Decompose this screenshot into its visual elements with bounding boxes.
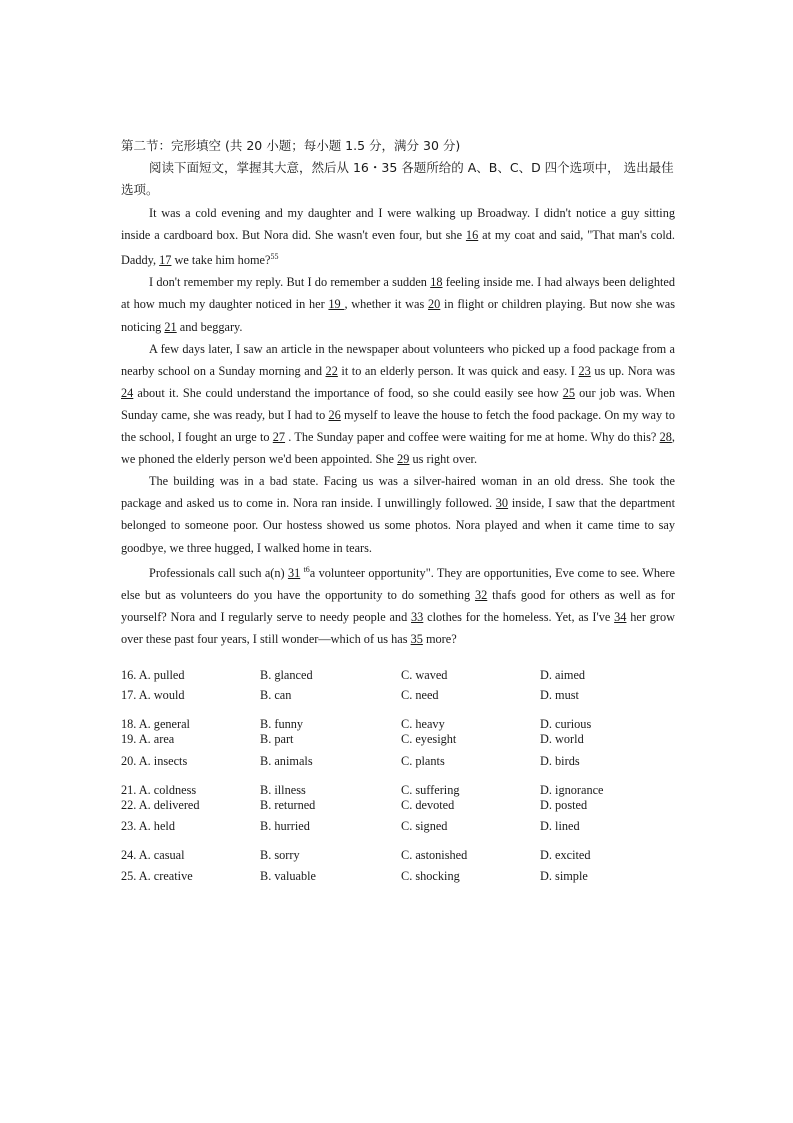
option-b: B. returned [260, 798, 316, 812]
option-c: C. signed [401, 819, 448, 833]
option-a: 17. A. would [121, 688, 185, 702]
option-b: B. glanced [260, 668, 313, 682]
option-a: 20. A. insects [121, 754, 188, 768]
paragraph-3 [121, 338, 675, 471]
passage-text: I don't remember my reply. But I do remember a sudden [149, 275, 431, 290]
option-row-17 [121, 688, 681, 704]
option-b: B. illness [260, 783, 306, 797]
superscript-mark: 55 [270, 252, 279, 262]
option-a: 18. A. general [121, 717, 190, 731]
option-c: C. devoted [401, 798, 455, 812]
blank-26: 26 [328, 407, 341, 422]
option-row-20 [121, 754, 681, 770]
blank-27: 27 [272, 430, 286, 445]
option-row-22 [121, 798, 681, 814]
option-d: D. birds [540, 754, 580, 768]
blank-25: 25 [562, 385, 576, 400]
option-a: 16. A. pulled [121, 668, 185, 682]
superscript-mark: t6 [303, 564, 310, 574]
option-c: C. heavy [401, 717, 445, 731]
option-c: C. need [401, 688, 439, 702]
section-heading: 第二节：完形填空 (共 20 小题；每小题 1.5 分，满分 30 分) [121, 138, 461, 153]
blank-31: 31 [287, 565, 301, 580]
passage-text: Professionals call such a(n) [149, 565, 288, 580]
blank-28: 28 [659, 430, 672, 445]
passage-text: The building was in a bad state. Facing us was a silver-haired woman in an old dress. She took the package and asked us to come in. Nora ran inside. I unwillingly followed. [121, 474, 675, 511]
passage-text: about it. She could understand the importance of food, so she could easily see how [133, 385, 563, 400]
passage-text: , we phoned the elderly person we'd been appointed. She [121, 430, 675, 467]
option-c: C. waved [401, 668, 448, 682]
blank-34: 34 [614, 609, 627, 624]
blank-17: 17 [159, 253, 172, 268]
paragraph-2 [121, 271, 675, 337]
blank-16: 16 [465, 228, 479, 243]
passage-text: a volunteer opportunity". They are opportunities, Eve come to see. Where else but as volunteers do you have the opportunity to do something [121, 565, 675, 602]
passage-text: her grow over these past four years, I still wonder—which of us has [121, 609, 675, 646]
option-c: C. suffering [401, 783, 460, 797]
option-c: C. shocking [401, 869, 460, 883]
passage-text: at my coat and said, "That man's cold. Daddy, [121, 228, 675, 268]
option-c: C. astonished [401, 848, 468, 862]
paragraph-1 [121, 202, 675, 271]
instruction-text: 阅读下面短文，掌握其大意，然后从 16・35 各题所给的 A、B、C、D 四个选项中， 选出最佳选项。 [121, 160, 674, 197]
option-row-19 [121, 732, 681, 748]
blank-24: 24 [121, 385, 134, 400]
blank-18: 18 [430, 275, 443, 290]
passage-text: It was a cold evening and my daughter and I were walking up Broadway. I didn't notice a guy sitting inside a cardboard box. But Nora did. She wasn't even four, but she [121, 206, 675, 243]
option-d: D. world [540, 732, 584, 746]
option-row-25 [121, 869, 681, 885]
option-row-16 [121, 668, 681, 684]
option-b: B. part [260, 732, 294, 746]
option-d: D. simple [540, 869, 588, 883]
blank-19: 19 [328, 297, 345, 312]
passage-text: in flight or children playing. But now she was noticing [121, 297, 676, 334]
option-a: 22. A. delivered [121, 798, 200, 812]
passage-text: feeling inside me. I had always been delighted at how much my daughter noticed in her [121, 275, 675, 312]
option-d: D. ignorance [540, 783, 604, 797]
passage-text: and beggary. [176, 319, 243, 334]
option-d: D. posted [540, 798, 588, 812]
blank-21: 21 [164, 319, 177, 334]
option-a: 19. A. area [121, 732, 175, 746]
option-d: D. must [540, 688, 579, 702]
option-row-21 [121, 783, 681, 799]
passage-text: . The Sunday paper and coffee were waiting for me at home. Why do this? [285, 430, 660, 445]
option-b: B. funny [260, 717, 304, 731]
option-a: 25. A. creative [121, 869, 193, 883]
passage-text: clothes for the homeless. Yet, as I've [423, 609, 615, 624]
option-row-24 [121, 848, 681, 864]
option-d: D. excited [540, 848, 591, 862]
passage-text: myself to leave the house to fetch the food package. On my way to the school, I fought an urge to [121, 407, 675, 445]
passage-text: thafs good for others as well as for yourself? Nora and I regularly serve to needy people and [121, 587, 675, 624]
option-d: D. aimed [540, 668, 586, 682]
option-b: B. can [260, 688, 292, 702]
option-b: B. animals [260, 754, 313, 768]
blank-30: 30 [495, 496, 509, 511]
blank-22: 22 [325, 363, 338, 378]
passage-text: we take him home? [171, 253, 271, 268]
paragraph-5 [121, 559, 675, 650]
passage-text: , whether it was [344, 297, 428, 312]
passage-text: more? [422, 631, 457, 646]
option-row-23 [121, 819, 681, 835]
option-b: B. valuable [260, 869, 317, 883]
passage-text: us right over. [409, 452, 478, 467]
passage-text: us up. Nora was [590, 363, 676, 378]
option-b: B. sorry [260, 848, 300, 862]
blank-33: 33 [411, 609, 424, 624]
option-a: 23. A. held [121, 819, 175, 833]
blank-29: 29 [397, 452, 410, 467]
passage-text: inside, I saw that the department belonged to someone poor. Our hostess showed us some photos. Nora played and when it came time to say goodbye, we three hugged, I walked home in tears. [121, 496, 675, 555]
passage-text: our job was. When Sunday came, she was ready, but I had to [121, 385, 675, 422]
blank-20: 20 [428, 297, 441, 312]
option-c: C. plants [401, 754, 445, 768]
option-row-18 [121, 717, 681, 733]
blank-35: 35 [410, 631, 423, 646]
option-a: 24. A. casual [121, 848, 185, 862]
passage-text: A few days later, I saw an article in the newspaper about volunteers who picked up a food package from a nearby school on a Sunday morning and [121, 341, 675, 378]
option-c: C. eyesight [401, 732, 457, 746]
option-a: 21. A. coldness [121, 783, 197, 797]
option-b: B. hurried [260, 819, 310, 833]
blank-23: 23 [578, 363, 591, 378]
option-d: D. lined [540, 819, 580, 833]
paragraph-4 [121, 470, 675, 558]
cloze-passage [121, 202, 675, 650]
blank-32: 32 [474, 587, 488, 602]
passage-text: it to an elderly person. It was quick and easy. I [337, 363, 579, 378]
option-d: D. curious [540, 717, 592, 731]
